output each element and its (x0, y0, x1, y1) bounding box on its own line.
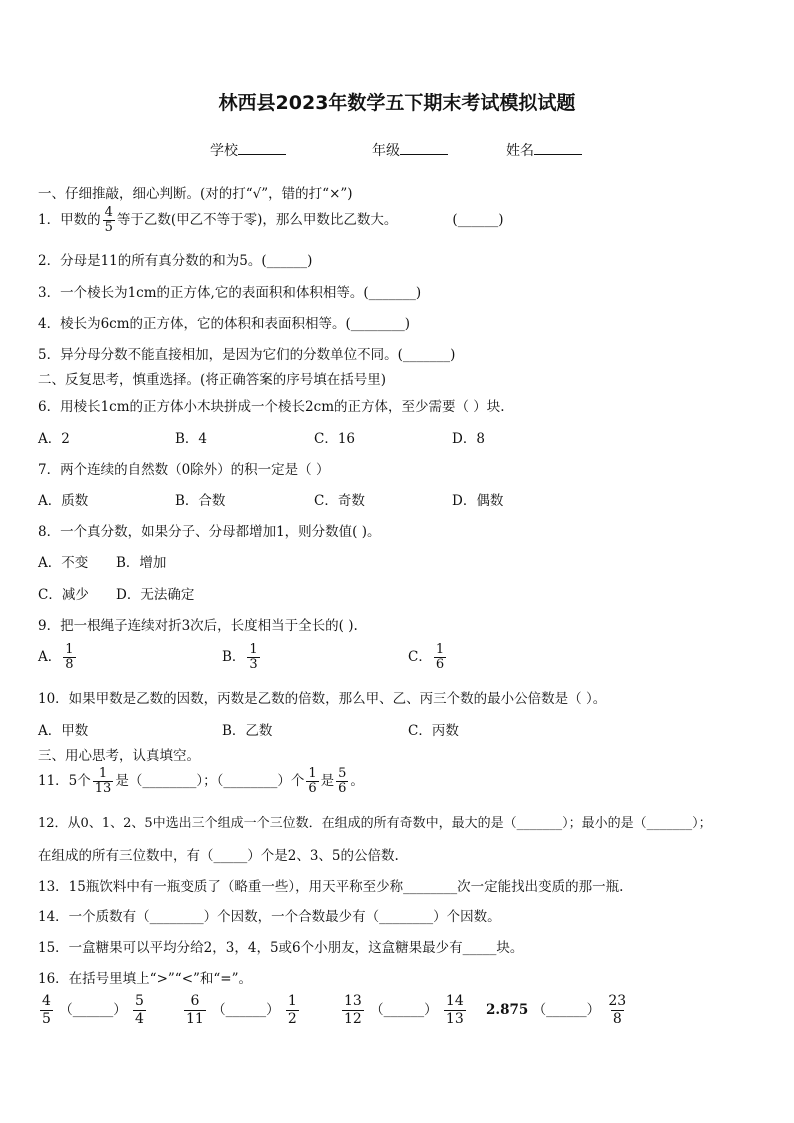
question-2: 2．分母是11的所有真分数的和为5。(______) (38, 253, 313, 269)
compare-item-1: $\frac{4}{5}$ （______） $\frac{5}{4}$ (42, 993, 144, 1027)
option-a[interactable]: A．不变 (38, 555, 89, 571)
question-3: 3．一个棱长为1cm的正方体,它的表面积和体积相等。(_______) (38, 285, 422, 301)
option-d[interactable]: D．8 (452, 431, 485, 447)
option-b[interactable]: B．乙数 (222, 723, 273, 739)
answer-blank[interactable]: （______） (59, 1002, 127, 1018)
grade-label: 年级 (372, 143, 400, 159)
name-label: 姓名 (506, 143, 534, 159)
option-c[interactable]: C．丙数 (408, 723, 459, 739)
question-16: 16．在括号里填上“>”“<”和“=”。 (38, 971, 253, 987)
option-c[interactable]: C． $\frac{1}{6}$ (408, 642, 445, 672)
option-d[interactable]: D．偶数 (452, 493, 504, 509)
question-7: 7．两个连续的自然数（0除外）的积一定是（ ） (38, 462, 330, 478)
question-4: 4．棱长为6cm的正方体，它的体积和表面积相等。(________) (38, 316, 411, 332)
page-title: 林西县2023年数学五下期末考试模拟试题 (218, 92, 576, 114)
question-14: 14．一个质数有（________）个因数，一个合数最少有（________）个因数。 (38, 909, 501, 925)
question-13: 13．15瓶饮料中有一瓶变质了（略重一些），用天平称至少称________次一定能找出变质的那一瓶. (38, 879, 624, 895)
option-b[interactable]: B． $\frac{1}{3}$ (222, 642, 258, 672)
option-d[interactable]: D．无法确定 (116, 587, 195, 603)
section-1-heading: 一、仔细推敲，细心判断。(对的打“√”，错的打“×”) (38, 186, 353, 202)
compare-item-3: $\frac{13}{12}$ （______） $\frac{14}{13}$ (344, 993, 464, 1027)
question-5: 5．异分母分数不能直接相加，是因为它们的分数单位不同。(_______) (38, 347, 456, 363)
question-10: 10．如果甲数是乙数的因数，丙数是乙数的倍数，那么甲、乙、丙三个数的最小公倍数是（ ）。 (38, 691, 607, 707)
question-6: 6．用棱长1cm的正方体小木块拼成一个棱长2cm的正方体，至少需要（ ）块. (38, 399, 505, 415)
grade-field[interactable] (372, 140, 448, 160)
answer-blank[interactable]: （______） (370, 1002, 438, 1018)
option-c[interactable]: C．奇数 (314, 493, 365, 509)
section-3-heading: 三、用心思考，认真填空。 (38, 748, 200, 764)
option-b[interactable]: B．4 (175, 431, 208, 447)
fraction: $\frac{4}{5}$ (104, 205, 113, 235)
school-label: 学校 (210, 143, 238, 159)
question-15: 15．一盒糖果可以平均分给2，3，4，5或6个小朋友，这盒糖果最少有_____块。 (38, 940, 524, 956)
option-b[interactable]: B．增加 (116, 555, 167, 571)
question-12: 12．从0、1、2、5中选出三个组成一个三位数．在组成的所有奇数中，最大的是（_______）；最小的是（_______）； (38, 816, 712, 831)
option-c[interactable]: C．16 (314, 431, 356, 447)
option-a[interactable]: A．质数 (38, 493, 89, 509)
question-8: 8．一个真分数，如果分子、分母都增加1，则分数值( )。 (38, 524, 381, 540)
option-a[interactable]: A．甲数 (38, 723, 89, 739)
question-12-cont: 在组成的所有三位数中，有（_____）个是2、3、5的公倍数. (38, 848, 399, 864)
option-c[interactable]: C．减少 (38, 587, 89, 603)
section-2-heading: 二、反复思考，慎重选择。(将正确答案的序号填在括号里) (38, 372, 387, 388)
answer-blank[interactable]: （______） (532, 1002, 601, 1018)
answer-blank[interactable]: （______） (212, 1002, 280, 1018)
option-b[interactable]: B．合数 (175, 493, 226, 509)
option-a[interactable]: A．2 (38, 431, 70, 447)
question-11: 11．5个 $\frac{1}{13}$ 是（________）；（________）个 $\frac{1}{6}$ 是 $\frac{5}{6}$ 。 (38, 766, 364, 796)
compare-item-2: $\frac{6}{11}$ （______） $\frac{1}{2}$ (186, 993, 297, 1027)
answer-blank[interactable]: (______) (452, 212, 504, 228)
question-1: 1．甲数的 $\frac{4}{5}$ 等于乙数(甲乙不等于零)，那么甲数比乙数大。 (______) (38, 205, 504, 235)
question-9: 9．把一根绳子连续对折3次后，长度相当于全长的( ). (38, 618, 358, 634)
option-a[interactable]: A． $\frac{1}{8}$ (38, 642, 74, 672)
compare-item-4: 2.875 （______） $\frac{23}{8}$ (486, 993, 627, 1027)
school-field[interactable] (210, 140, 286, 160)
name-field[interactable] (506, 140, 582, 160)
